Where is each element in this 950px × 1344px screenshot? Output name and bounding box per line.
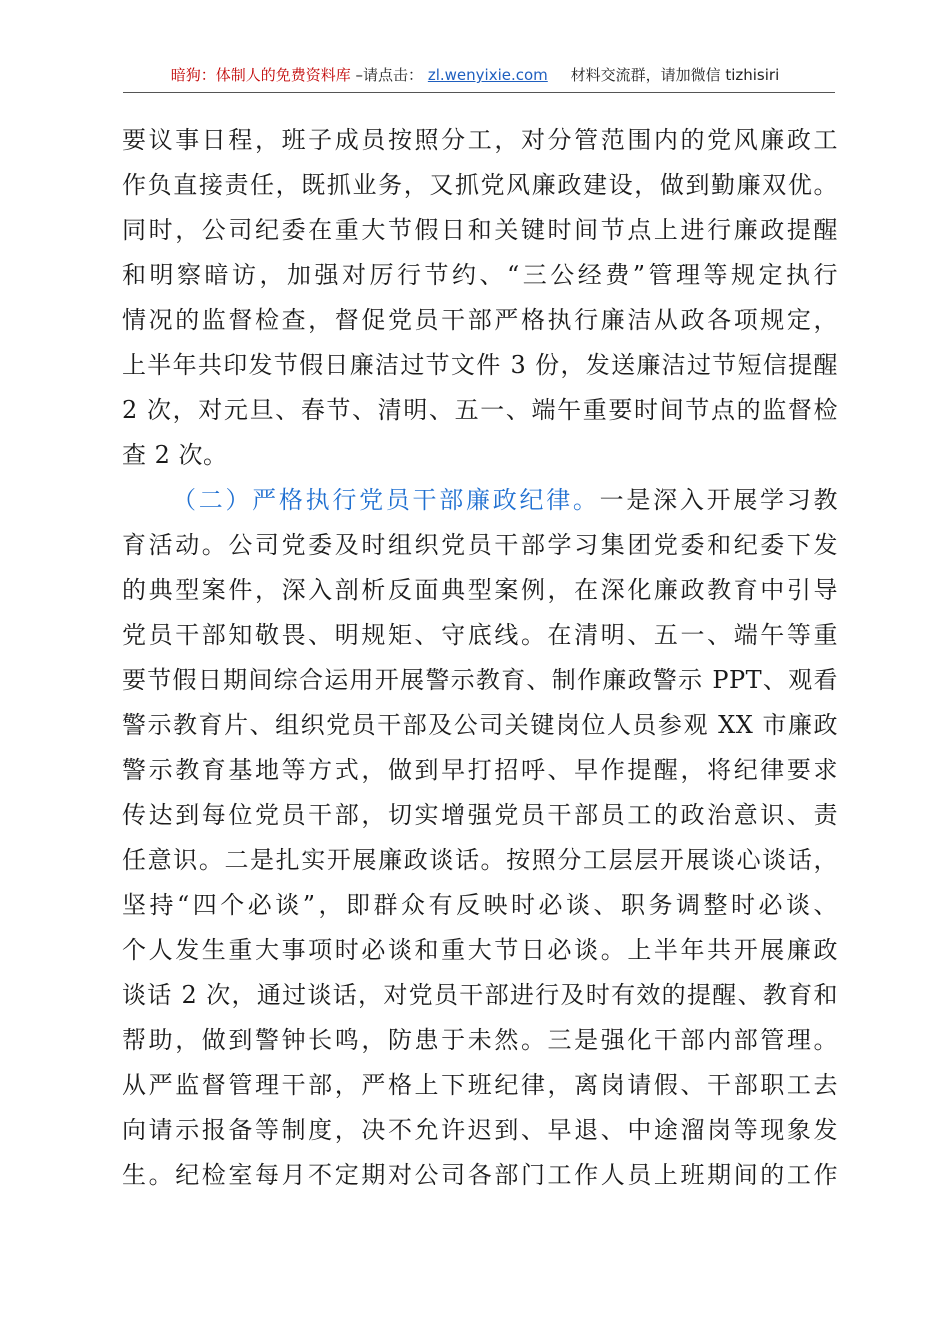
paragraph-line: 向请示报备等制度，决不允许迟到、早退、中途溜岗等现象发 — [122, 1116, 838, 1144]
paragraph-line: 党员干部知敬畏、明规矩、守底线。在清明、五一、端午等重 — [122, 621, 838, 649]
paragraph-line: 警示教育片、组织党员干部及公司关键岗位人员参观 XX 市廉政 — [122, 711, 838, 739]
header-brand: 暗狗：体制人的免费资料库 — [170, 66, 351, 84]
paragraph-line: 坚持“四个必谈”，即群众有反映时必谈、职务调整时必谈、 — [122, 891, 838, 919]
paragraph-line: 2 次，对元旦、春节、清明、五一、端午重要时间节点的监督检 — [122, 396, 838, 424]
paragraph-line: 帮助，做到警钟长鸣，防患于未然。三是强化干部内部管理。 — [122, 1026, 838, 1054]
paragraph-line: 任意识。二是扎实开展廉政谈话。按照分工层层开展谈心谈话， — [122, 846, 838, 874]
paragraph-line: 作负直接责任，既抓业务，又抓党风廉政建设，做到勤廉双优。 — [122, 171, 838, 199]
paragraph-1 — [122, 118, 838, 478]
paragraph-line: 情况的监督检查，督促党员干部严格执行廉洁从政各项规定， — [122, 306, 838, 334]
paragraph-line: 个人发生重大事项时必谈和重大节日必谈。上半年共开展廉政 — [122, 936, 838, 964]
paragraph-2 — [122, 478, 838, 1198]
paragraph-line: 要节假日期间综合运用开展警示教育、制作廉政警示 PPT、观看 — [122, 666, 838, 694]
paragraph-line: 警示教育基地等方式，做到早打招呼、早作提醒，将纪律要求 — [122, 756, 838, 784]
header-divider — [123, 92, 835, 93]
paragraph-line: 要议事日程，班子成员按照分工，对分管范围内的党风廉政工 — [122, 126, 838, 154]
paragraph-line-rest: 一是深入开展学习教 — [599, 486, 839, 514]
paragraph-line: 生。纪检室每月不定期对公司各部门工作人员上班期间的工作 — [122, 1161, 838, 1189]
paragraph-line: 育活动。公司党委及时组织党员干部学习集团党委和纪委下发 — [122, 531, 838, 559]
paragraph-line: 传达到每位党员干部，切实增强党员干部员工的政治意识、责 — [122, 801, 838, 829]
header-wechat-note: 材料交流群，请加微信 tizhisiri — [570, 66, 780, 84]
page-header — [0, 64, 950, 86]
paragraph-first-line — [122, 478, 838, 523]
section-heading: （二）严格执行党员干部廉政纪律。 — [172, 486, 600, 514]
paragraph-line: 和明察暗访，加强对厉行节约、“三公经费”管理等规定执行 — [122, 261, 838, 289]
paragraph-line: 谈话 2 次，通过谈话，对党员干部进行及时有效的提醒、教育和 — [122, 981, 838, 1009]
paragraph-line: 查 2 次。 — [122, 441, 228, 469]
header-click-prefix: –请点击： — [355, 66, 424, 84]
paragraph-line: 同时，公司纪委在重大节假日和关键时间节点上进行廉政提醒 — [122, 216, 838, 244]
document-body — [122, 118, 838, 1198]
paragraph-line: 的典型案件，深入剖析反面典型案例，在深化廉政教育中引导 — [122, 576, 838, 604]
header-url-link[interactable]: zl.wenyixie.com — [427, 66, 548, 84]
paragraph-line: 上半年共印发节假日廉洁过节文件 3 份，发送廉洁过节短信提醒 — [122, 351, 838, 379]
paragraph-line: 从严监督管理干部，严格上下班纪律，离岗请假、干部职工去 — [122, 1071, 838, 1099]
